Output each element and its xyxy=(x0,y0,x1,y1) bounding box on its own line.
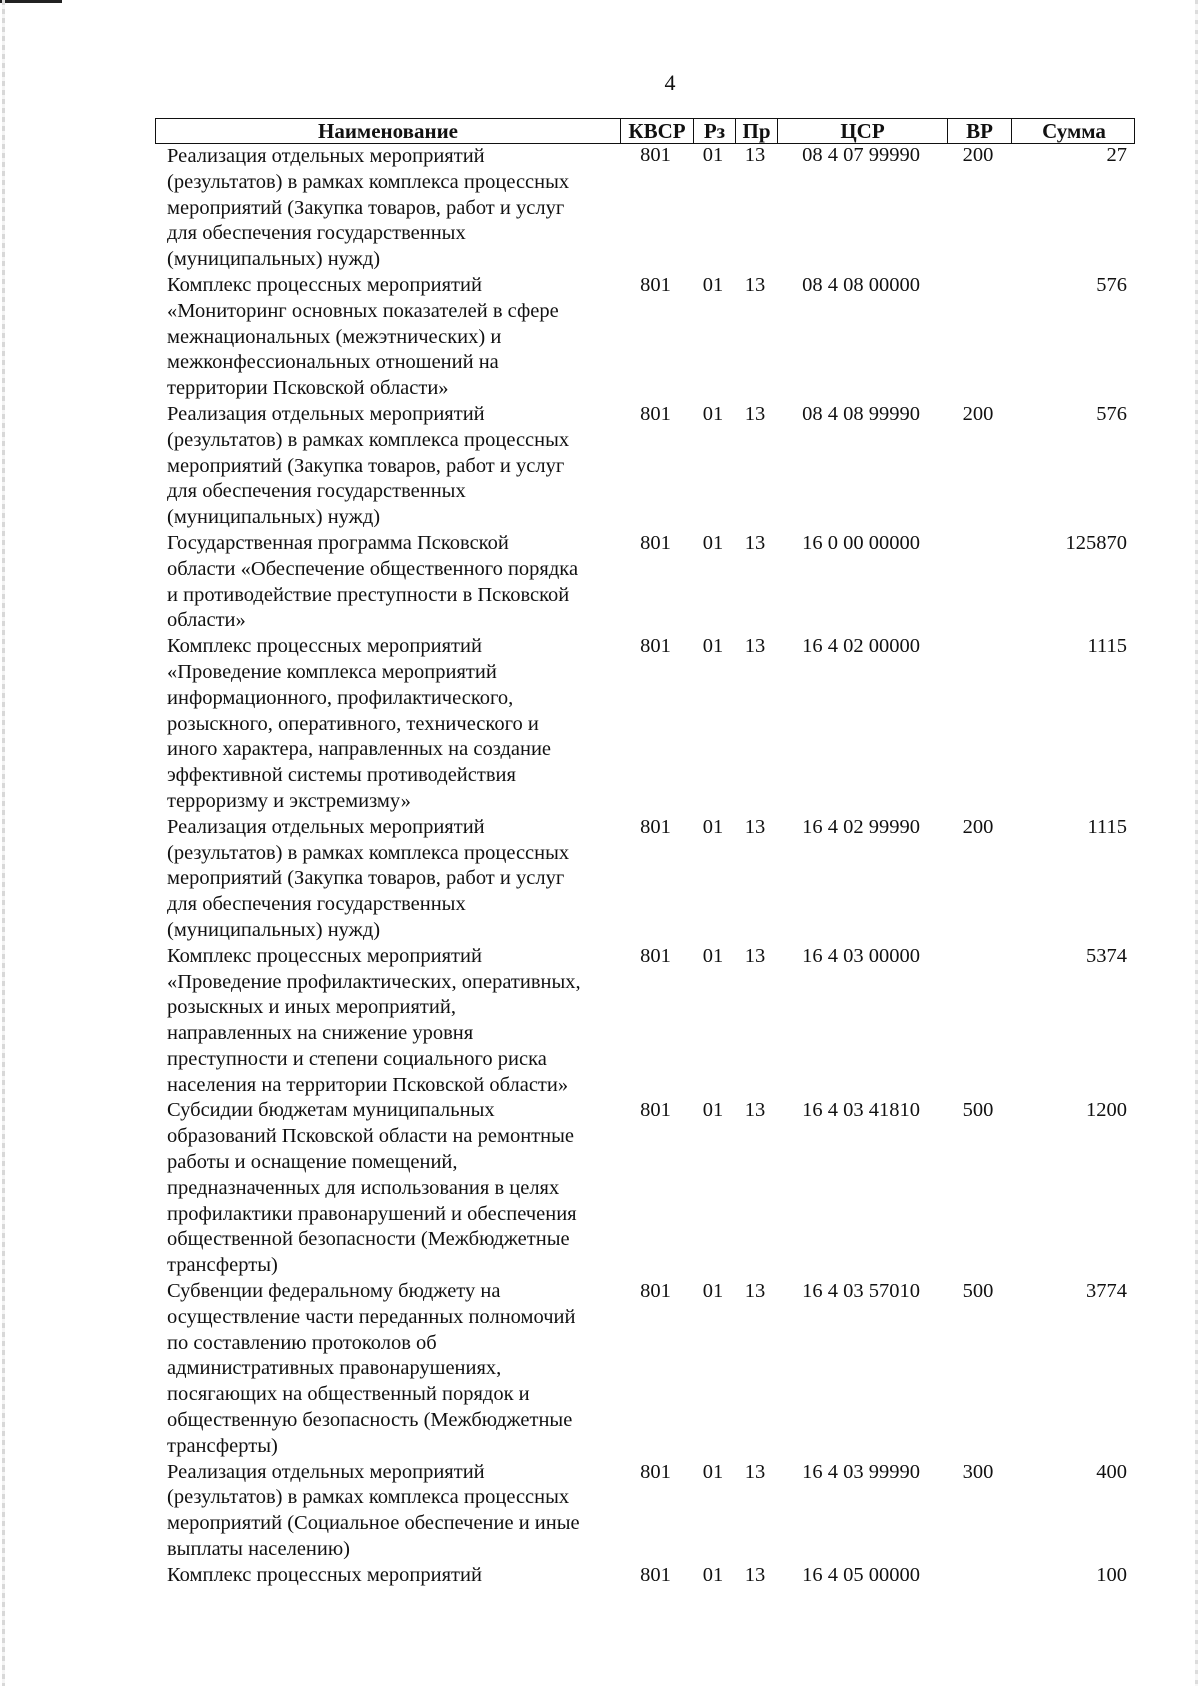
row-rz: 01 xyxy=(702,402,724,425)
row-name-line: предназначенных для использования в целях xyxy=(167,1176,560,1199)
row-name xyxy=(155,1098,619,1279)
row-name-line: населения на территории Псковской области» xyxy=(167,1073,569,1096)
row-name-line: осуществление части переданных полномочий xyxy=(167,1305,576,1328)
row-name-line: иного характера, направленных на создание xyxy=(167,738,552,761)
row-kvsr: 801 xyxy=(640,531,671,554)
header-kvsr: КВСР xyxy=(620,119,693,143)
row-name xyxy=(155,815,619,944)
header-rz: Рз xyxy=(693,119,735,143)
row-rz: 01 xyxy=(702,273,724,296)
row-name-line: Комплекс процессных мероприятий xyxy=(167,944,482,967)
row-name-line: территории Псковской области» xyxy=(167,377,449,400)
row-name-line: (муниципальных) нужд) xyxy=(167,248,381,271)
row-kvsr: 801 xyxy=(640,1280,671,1303)
row-name-line: «Проведение комплекса мероприятий xyxy=(167,660,497,683)
row-sum: 1115 xyxy=(1087,815,1127,838)
row-csr: 16 4 03 99990 xyxy=(802,1460,920,1483)
row-csr: 08 4 08 99990 xyxy=(802,402,920,425)
row-csr: 16 4 02 00000 xyxy=(802,635,920,658)
row-kvsr: 801 xyxy=(640,273,671,296)
row-name-line: розыскных и иных мероприятий, xyxy=(167,996,456,1019)
row-csr: 16 4 03 00000 xyxy=(802,944,920,967)
row-kvsr: 801 xyxy=(640,1099,671,1122)
header-pr: Пр xyxy=(735,119,777,143)
header-name: Наименование xyxy=(318,119,458,143)
row-pr: 13 xyxy=(744,144,766,166)
row-name-line: «Проведение профилактических, оперативных, xyxy=(167,970,581,993)
row-name-line: для обеспечения государственных xyxy=(167,480,466,503)
row-name-line: преступности и степени социального риска xyxy=(167,1047,547,1070)
row-vr xyxy=(946,944,1010,1099)
row-pr: 13 xyxy=(744,1280,766,1303)
row-name-line: розыскного, оперативного, технического и xyxy=(167,712,539,735)
row-sum: 3774 xyxy=(1086,1280,1127,1303)
row-name-line: для обеспечения государственных xyxy=(167,893,466,916)
row-name-line: области «Обеспечение общественного порядка xyxy=(167,557,579,580)
row-sum: 27 xyxy=(1106,144,1127,166)
row-name-line: Субвенции федеральному бюджету на xyxy=(167,1280,501,1303)
table-row xyxy=(155,815,1135,944)
row-name xyxy=(155,944,619,1099)
row-rz: 01 xyxy=(702,815,724,838)
header-vr: ВР xyxy=(947,119,1011,143)
table-header xyxy=(155,118,1135,144)
row-name-line: для обеспечения государственных xyxy=(167,222,466,245)
page-number: 4 xyxy=(664,70,676,95)
row-name-line: выплаты населению) xyxy=(167,1538,351,1561)
row-name-line: трансферты) xyxy=(167,1254,278,1277)
row-pr: 13 xyxy=(744,531,766,554)
row-rz: 01 xyxy=(702,1460,724,1483)
header-sum: Сумма xyxy=(1011,119,1136,143)
scan-edge-right xyxy=(1195,0,1198,1686)
table-body xyxy=(155,144,1135,1589)
row-kvsr: 801 xyxy=(640,402,671,425)
table-row xyxy=(155,944,1135,1099)
row-name-line: трансферты) xyxy=(167,1434,278,1457)
row-vr: 500 xyxy=(962,1280,994,1303)
row-name-line: мероприятий (Закупка товаров, работ и услуг xyxy=(167,454,565,477)
row-sum: 100 xyxy=(1096,1563,1127,1586)
row-rz: 01 xyxy=(702,944,724,967)
row-name-line: общественной безопасности (Межбюджетные xyxy=(167,1228,570,1251)
row-name xyxy=(155,144,619,273)
row-name-line: Государственная программа Псковской xyxy=(167,531,509,554)
row-vr: 200 xyxy=(962,815,994,838)
row-name-line: терроризму и экстремизму» xyxy=(167,789,411,812)
row-vr xyxy=(946,1563,1010,1589)
scan-edge-left xyxy=(2,0,5,1686)
row-name-line: работы и оснащение помещений, xyxy=(167,1151,458,1174)
row-rz: 01 xyxy=(702,144,724,166)
row-rz: 01 xyxy=(702,1099,724,1122)
row-name-line: Комплекс процессных мероприятий xyxy=(167,635,482,658)
row-kvsr: 801 xyxy=(640,635,671,658)
row-name-line: направленных на снижение уровня xyxy=(167,1022,474,1045)
row-name-line: (результатов) в рамках комплекса процессных xyxy=(167,170,570,193)
row-vr xyxy=(946,634,1010,815)
row-csr: 16 4 05 00000 xyxy=(802,1563,920,1586)
row-name xyxy=(155,402,619,531)
row-rz: 01 xyxy=(702,635,724,658)
row-sum: 400 xyxy=(1096,1460,1127,1483)
row-name-line: Реализация отдельных мероприятий xyxy=(167,1460,485,1483)
row-name-line: (муниципальных) нужд) xyxy=(167,918,381,941)
row-kvsr: 801 xyxy=(640,944,671,967)
row-vr xyxy=(946,273,1010,402)
row-name-line: административных правонарушениях, xyxy=(167,1357,502,1380)
row-name-line: профилактики правонарушений и обеспечения xyxy=(167,1202,577,1225)
row-name-line: мероприятий (Закупка товаров, работ и услуг xyxy=(167,196,565,219)
row-name-line: мероприятий (Социальное обеспечение и иные xyxy=(167,1512,580,1535)
row-rz: 01 xyxy=(702,1563,724,1586)
row-name-line: (результатов) в рамках комплекса процессных xyxy=(167,1486,570,1509)
row-vr: 200 xyxy=(962,402,994,425)
row-name-line: (результатов) в рамках комплекса процессных xyxy=(167,841,570,864)
table-row xyxy=(155,634,1135,815)
row-name xyxy=(155,1563,619,1589)
row-name-line: межконфессиональных отношений на xyxy=(167,351,499,374)
row-csr: 16 4 03 57010 xyxy=(802,1280,920,1303)
row-kvsr: 801 xyxy=(640,144,671,166)
row-vr: 200 xyxy=(962,144,994,166)
row-vr: 500 xyxy=(962,1099,994,1122)
row-name-line: (результатов) в рамках комплекса процессных xyxy=(167,428,570,451)
row-pr: 13 xyxy=(744,1460,766,1483)
row-name xyxy=(155,634,619,815)
row-name-line: Комплекс процессных мероприятий xyxy=(167,1563,482,1586)
row-sum: 125870 xyxy=(1065,531,1127,554)
row-sum: 1200 xyxy=(1086,1099,1127,1122)
row-name-line: Реализация отдельных мероприятий xyxy=(167,145,485,167)
row-csr: 16 4 03 41810 xyxy=(802,1099,920,1122)
row-kvsr: 801 xyxy=(640,1460,671,1483)
row-name-line: межнациональных (межэтнических) и xyxy=(167,325,502,348)
row-pr: 13 xyxy=(744,402,766,425)
row-name-line: и противодействие преступности в Псковской xyxy=(167,583,570,606)
row-name-line: (муниципальных) нужд) xyxy=(167,506,381,529)
row-name-line: посягающих на общественный порядок и xyxy=(167,1383,530,1406)
row-name xyxy=(155,531,619,634)
row-kvsr: 801 xyxy=(640,1563,671,1586)
row-name-line: общественную безопасность (Межбюджетные xyxy=(167,1409,573,1432)
row-name-line: мероприятий (Закупка товаров, работ и услуг xyxy=(167,867,565,890)
table-row xyxy=(155,531,1135,634)
row-name-line: эффективной системы противодействия xyxy=(167,764,516,787)
row-name xyxy=(155,1460,619,1563)
row-rz: 01 xyxy=(702,531,724,554)
row-pr: 13 xyxy=(744,635,766,658)
table-row xyxy=(155,1563,1135,1589)
header-csr: ЦСР xyxy=(777,119,947,143)
row-pr: 13 xyxy=(744,815,766,838)
row-name-line: Реализация отдельных мероприятий xyxy=(167,402,485,425)
row-pr: 13 xyxy=(744,1563,766,1586)
row-kvsr: 801 xyxy=(640,815,671,838)
row-name-line: по составлению протоколов об xyxy=(167,1331,437,1354)
row-name-line: образований Псковской области на ремонтные xyxy=(167,1125,574,1148)
row-pr: 13 xyxy=(744,273,766,296)
row-name-line: Субсидии бюджетам муниципальных xyxy=(167,1099,495,1122)
table-row xyxy=(155,402,1135,531)
row-csr: 16 0 00 00000 xyxy=(802,531,920,554)
top-rule xyxy=(0,0,62,3)
table-row xyxy=(155,273,1135,402)
row-csr: 08 4 08 00000 xyxy=(802,273,920,296)
row-vr xyxy=(946,531,1010,634)
row-name-line: информационного, профилактического, xyxy=(167,686,514,709)
row-sum: 576 xyxy=(1096,273,1127,296)
row-pr: 13 xyxy=(744,1099,766,1122)
row-csr: 16 4 02 99990 xyxy=(802,815,920,838)
table-row xyxy=(155,144,1135,273)
table-row xyxy=(155,1279,1135,1460)
row-name-line: области» xyxy=(167,609,246,632)
budget-table xyxy=(155,118,1135,1589)
row-sum: 1115 xyxy=(1087,635,1127,658)
row-sum: 5374 xyxy=(1086,944,1127,967)
row-pr: 13 xyxy=(744,944,766,967)
row-csr: 08 4 07 99990 xyxy=(802,144,920,166)
row-name xyxy=(155,1279,619,1460)
row-name-line: Реализация отдельных мероприятий xyxy=(167,815,485,838)
table-row xyxy=(155,1098,1135,1279)
row-vr: 300 xyxy=(962,1460,994,1483)
row-sum: 576 xyxy=(1096,402,1127,425)
table-row xyxy=(155,1460,1135,1563)
row-name xyxy=(155,273,619,402)
row-rz: 01 xyxy=(702,1280,724,1303)
row-name-line: «Мониторинг основных показателей в сфере xyxy=(167,299,559,322)
row-name-line: Комплекс процессных мероприятий xyxy=(167,273,482,296)
